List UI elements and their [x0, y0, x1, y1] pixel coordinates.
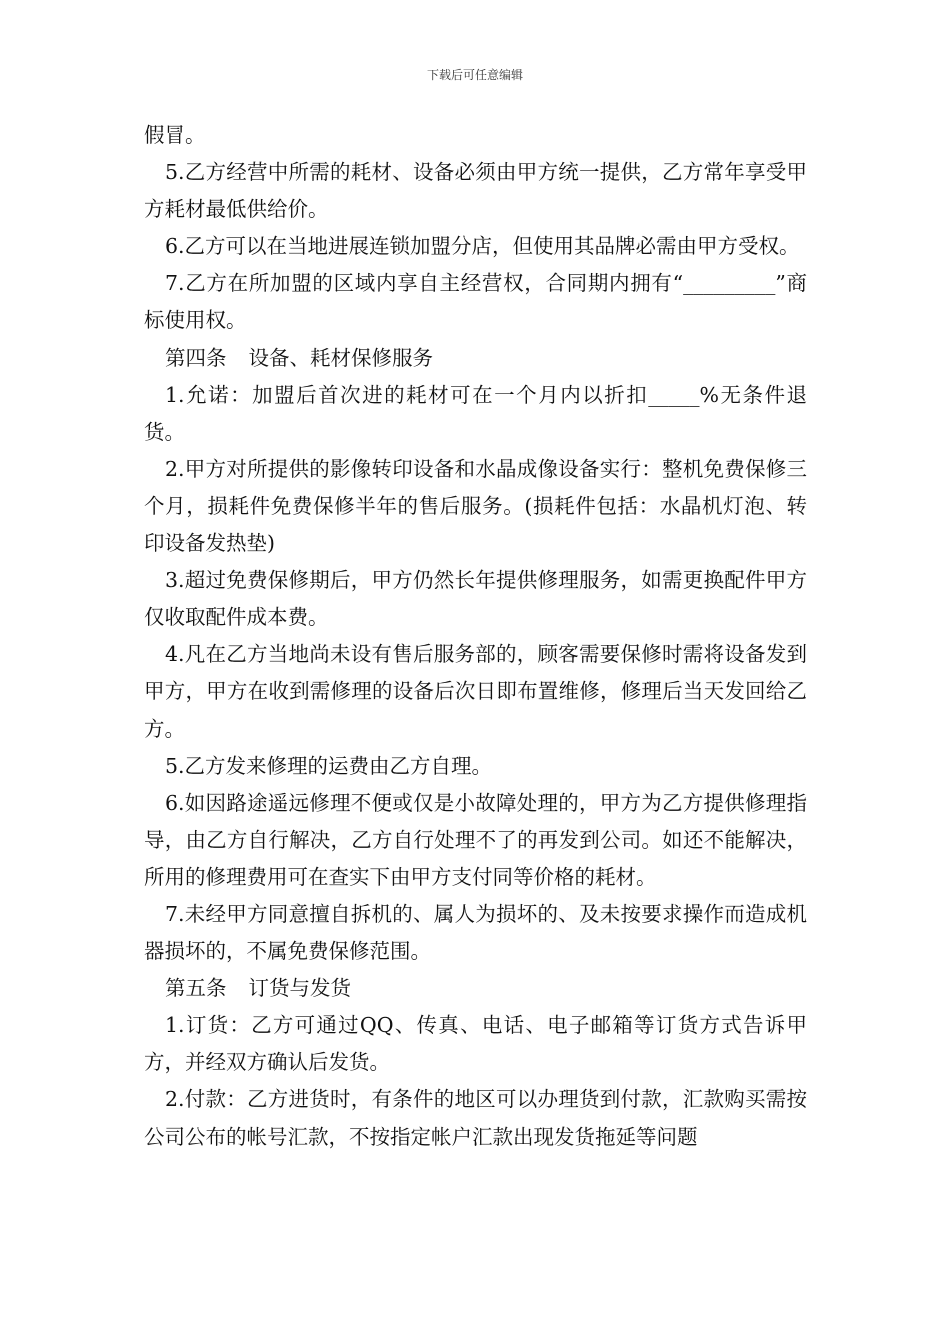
- clause-paragraph: 7.乙方在所加盟的区域内享自主经营权，合同期内拥有“_________”商标使用权。: [144, 271, 807, 333]
- article-title: 设备、耗材保修服务: [248, 345, 433, 370]
- page-header: 下载后可任意编辑: [426, 68, 523, 82]
- clause-paragraph: 5.乙方经营中所需的耗材、设备必须由甲方统一提供，乙方常年享受甲方耗材最低供给价。: [144, 160, 807, 222]
- article-heading: [144, 340, 807, 377]
- clause-paragraph: 1.订货：乙方可通过QQ、传真、电话、电子邮箱等订货方式告诉甲方，并经双方确认后发货。: [144, 1013, 807, 1075]
- article-number: 第四条: [165, 345, 227, 370]
- clause-paragraph: 3.超过免费保修期后，甲方仍然长年提供修理服务，如需更换配件甲方仅收取配件成本费。: [144, 568, 807, 630]
- clause-paragraph: 6.如因路途遥远修理不便或仅是小故障处理的，甲方为乙方提供修理指导，由乙方自行解决，乙方自行处理不了的再发到公司。如还不能解决，所用的修理费用可在查实下由甲方支付同等价格的耗材。: [144, 790, 807, 889]
- document-body: [144, 117, 807, 1156]
- clause-paragraph: 4.凡在乙方当地尚未设有售后服务部的，顾客需要保修时需将设备发到甲方，甲方在收到需修理的设备后次日即布置维修，修理后当天发回给乙方。: [144, 642, 807, 741]
- clause-paragraph: 1.允诺：加盟后首次进的耗材可在一个月内以折扣_____%无条件退货。: [144, 382, 807, 444]
- paragraph-continuation: 假冒。: [144, 123, 206, 147]
- article-number: 第五条: [165, 976, 227, 1001]
- clause-paragraph: 6.乙方可以在当地进展连锁加盟分店，但使用其品牌必需由甲方受权。: [165, 234, 800, 259]
- article-title: 订货与发货: [248, 976, 351, 1001]
- clause-paragraph: 7.未经甲方同意擅自拆机的、属人为损坏的、及未按要求操作而造成机器损坏的，不属免费保修范围。: [144, 901, 807, 964]
- clause-paragraph: 2.甲方对所提供的影像转印设备和水晶成像设备实行：整机免费保修三个月，损耗件免费保修半年的售后服务。(损耗件包括：水晶机灯泡、转印设备发热垫): [144, 456, 807, 556]
- clause-paragraph: 2.付款：乙方进货时，有条件的地区可以办理货到付款，汇款购买需按公司公布的帐号汇款，不按指定帐户汇款出现发货拖延等问题: [144, 1087, 807, 1149]
- clause-paragraph: 5.乙方发来修理的运费由乙方自理。: [165, 753, 493, 778]
- article-heading: [144, 970, 807, 1007]
